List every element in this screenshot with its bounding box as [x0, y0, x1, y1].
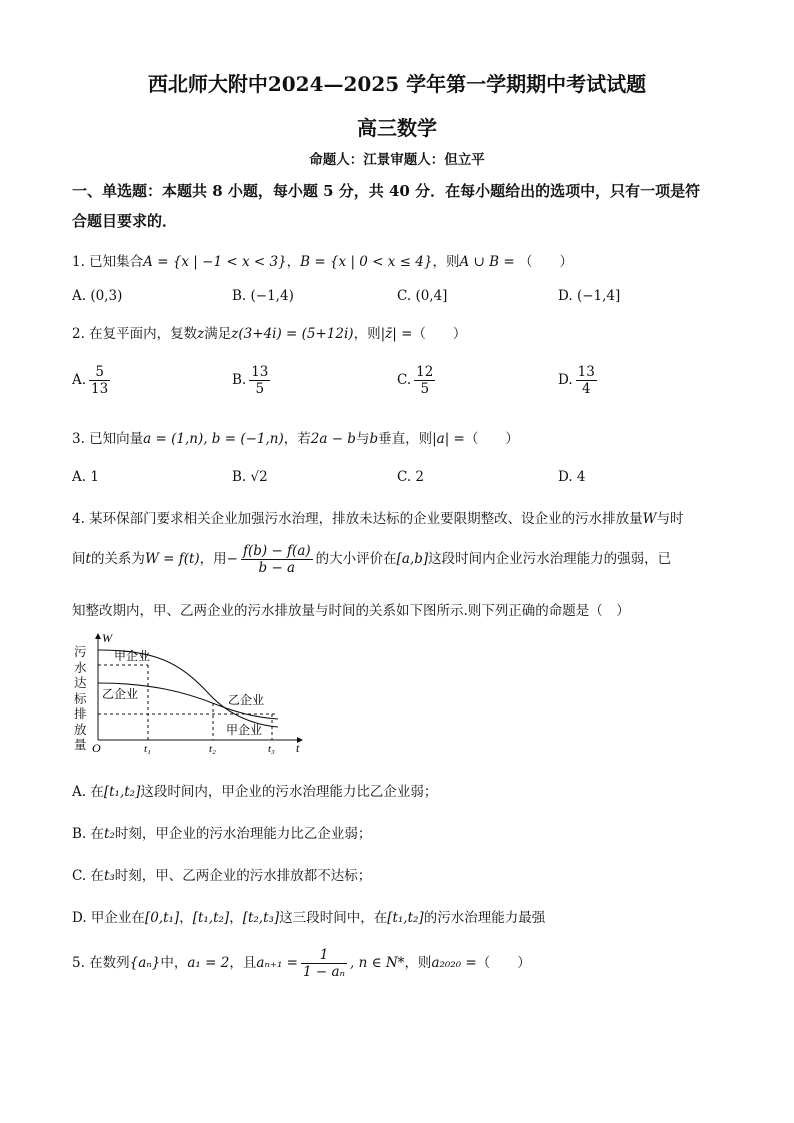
x-var: t [296, 741, 300, 755]
section-heading-line2: 合题目要求的． [72, 212, 178, 230]
question-3-option-c[interactable]: C. 2 [397, 469, 425, 485]
question-4-line-3: 知整改期内，甲、乙两企业的污水排放量与时间的关系如下图所示.则下列正确的命题是（ ） [72, 603, 630, 619]
question-3-option-b[interactable]: B. √2 [232, 469, 268, 485]
question-3-option-a[interactable]: A. 1 [72, 469, 99, 485]
question-2-option-b[interactable]: B. $\frac{13}{5}$ [232, 364, 269, 397]
question-1-option-d[interactable]: D. (−1,4] [558, 288, 621, 304]
label-yi-left: 乙企业 [102, 687, 139, 701]
vectors: a = (1,n), b = (−1,n) [143, 431, 284, 447]
set-b: B = {x | 0 < x ≤ 4} [300, 254, 433, 270]
question-4-line-2: 间t的关系为W = f(t)，用− $\frac{f(b) - f(a)}{b - a}$ 的大小评价在[a,b]这段时间内企业污水治理能力的强弱，已 [72, 543, 672, 576]
question-2-option-d[interactable]: D. $\frac{13}{4}$ [558, 364, 595, 397]
question-4-line-1: 4. 某环保部门要求相关企业加强污水治理，排放未达标的企业要限期整改、设企业的污水排放量W与时 [72, 511, 684, 527]
fraction: $\frac{13}{4}$ [577, 364, 595, 397]
fraction: $\frac{13}{5}$ [251, 364, 269, 397]
question-1-option-b[interactable]: B. (−1,4) [232, 288, 294, 304]
question-1-option-c[interactable]: C. (0,4] [397, 288, 448, 304]
tick-t3: t₃ [268, 743, 275, 755]
section-heading-line1: 一、单选题：本题共 8 小题，每小题 5 分，共 40 分．在每小题给出的选项中，只有一项是符 [72, 182, 701, 200]
label-jia-bottom: 甲企业 [226, 723, 263, 737]
fraction: $\frac{5}{13}$ [91, 364, 109, 397]
fraction: $\frac{12}{5}$ [416, 364, 434, 397]
question-4-option-b[interactable]: B. 在t₂时刻，甲企业的污水治理能力比乙企业弱； [72, 826, 372, 842]
question-3-option-d[interactable]: D. 4 [558, 469, 586, 485]
question-1-option-a[interactable]: A. (0,3) [72, 288, 123, 304]
question-2-stem: 2. 在复平面内，复数z满足z(3+4i) = (5+12i)，则|z̄| =（ ） [72, 326, 467, 342]
subject-title: 高三数学 [357, 116, 437, 140]
question-4-option-c[interactable]: C. 在t₃时刻，甲、乙两企业的污水排放都不达标； [72, 868, 372, 884]
authors-line: 命题人：江景审题人：但立平 [309, 152, 485, 168]
emission-graph [70, 630, 310, 756]
question-1-stem: 1. 已知集合A = {x | −1 < x < 3}，B = {x | 0 < x ≤ 4}，则A ∪ B = （ ） [72, 254, 573, 270]
question-4-option-d[interactable]: D. 甲企业在[0,t₁]，[t₁,t₂]，[t₂,t₃]这三段时间中，在[t₁,t₂]的污水治理能力最强 [72, 910, 546, 926]
question-4-option-a[interactable]: A. 在[t₁,t₂]这段时间内，甲企业的污水治理能力比乙企业弱； [72, 784, 438, 800]
y-axis-label: 污水达标排放量 [74, 644, 87, 752]
recurrence-fraction: $\frac{1}{\text{1 − aₙ}}$ [303, 947, 346, 980]
set-a: A = {x | −1 < x < 3} [143, 254, 287, 270]
complex-equation: z(3+4i) = (5+12i) [231, 326, 354, 342]
label-jia-top: 甲企业 [114, 649, 151, 663]
exam-title: 西北师大附中2024—2025 学年第一学期期中考试试题 [147, 72, 647, 96]
question-2-option-c[interactable]: C. $\frac{12}{5}$ [397, 364, 434, 397]
question-2-option-a[interactable]: A. $\frac{5}{13}$ [72, 364, 109, 397]
origin-label: O [92, 741, 101, 755]
question-5-stem: 5. 在数列{aₙ}中，a₁ = 2，且aₙ₊₁ = $\frac{1}{\text{1 − aₙ}}$ , n ∈ N*，则a₂₀₂₀ =（ ） [72, 947, 531, 980]
y-var: W [102, 631, 112, 645]
tick-t2: t₂ [209, 743, 216, 755]
section-heading [72, 176, 732, 236]
rate-fraction: $\frac{f(b) - f(a)}{b - a}$ [242, 543, 311, 576]
label-yi-right: 乙企业 [228, 693, 265, 707]
tick-t1: t₁ [144, 743, 151, 755]
question-3-stem: 3. 已知向量a = (1,n), b = (−1,n)，若2a − b与b垂直，则|a| =（ ） [72, 431, 519, 447]
